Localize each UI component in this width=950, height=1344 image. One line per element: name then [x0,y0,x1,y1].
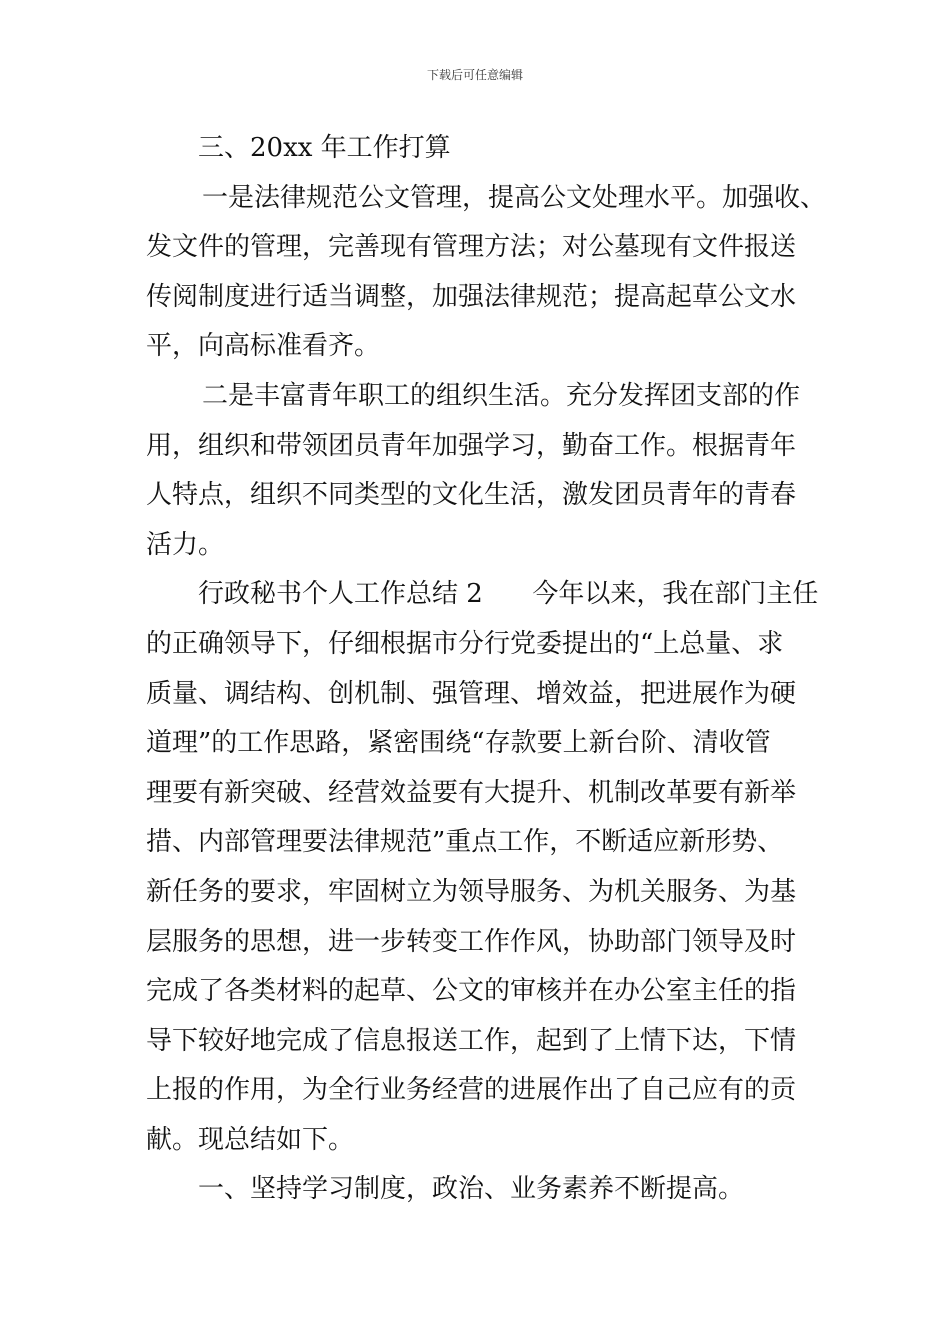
page-header: 下载后可任意编辑 [426,68,523,82]
paragraph-line: 理要有新突破、经营效益要有大提升、机制改革要有新举 [146,777,797,808]
paragraph-line: 献。现总结如下。 [146,1124,355,1155]
paragraph-line: 用，组织和带领团员青年加强学习，勤奋工作。根据青年 [146,430,797,461]
section-heading: 三、20xx 年工作打算 [198,133,451,163]
document-body [146,124,827,1215]
paragraph-line: 活力。 [146,529,225,560]
paragraph-line: 上报的作用，为全行业务经营的进展作出了自己应有的贡 [146,1075,797,1106]
paragraph-line: 平，向高标准看齐。 [146,331,381,362]
paragraph-line: 道理”的工作思路，紧密围绕“存款要上新台阶、清收管 [146,728,771,759]
paragraph-line: 新任务的要求，牢固树立为领导服务、为机关服务、为基 [146,876,797,907]
paragraph-line: 二是丰富青年职工的组织生活。充分发挥团支部的作 [202,380,801,411]
paragraph-line: 导下较好地完成了信息报送工作，起到了上情下达，下情 [146,1025,797,1056]
paragraph-line: 一是法律规范公文管理，提高公文处理水平。加强收、 [202,182,827,213]
paragraph-line: 发文件的管理，完善现有管理方法；对公墓现有文件报送 [146,232,797,263]
paragraph-line: 措、内部管理要法律规范”重点工作，不断适应新形势、 [146,827,784,858]
paragraph-line: 层服务的思想，进一步转变工作作风，协助部门领导及时 [146,926,797,957]
paragraph-line: 的正确领导下，仔细根据市分行党委提出的“上总量、求 [146,628,784,659]
paragraph-line: 行政秘书个人工作总结 2 今年以来，我在部门主任 [198,579,819,610]
paragraph-line: 传阅制度进行适当调整，加强法律规范；提高起草公文水 [146,281,797,312]
paragraph-line: 人特点，组织不同类型的文化生活，激发团员青年的青春 [146,480,797,511]
paragraph-line: 完成了各类材料的起草、公文的审核并在办公室主任的指 [146,976,797,1007]
section-heading: 一、坚持学习制度，政治、业务素养不断提高。 [198,1174,745,1205]
paragraph-line: 质量、调结构、创机制、强管理、增效益，把进展作为硬 [146,678,797,709]
